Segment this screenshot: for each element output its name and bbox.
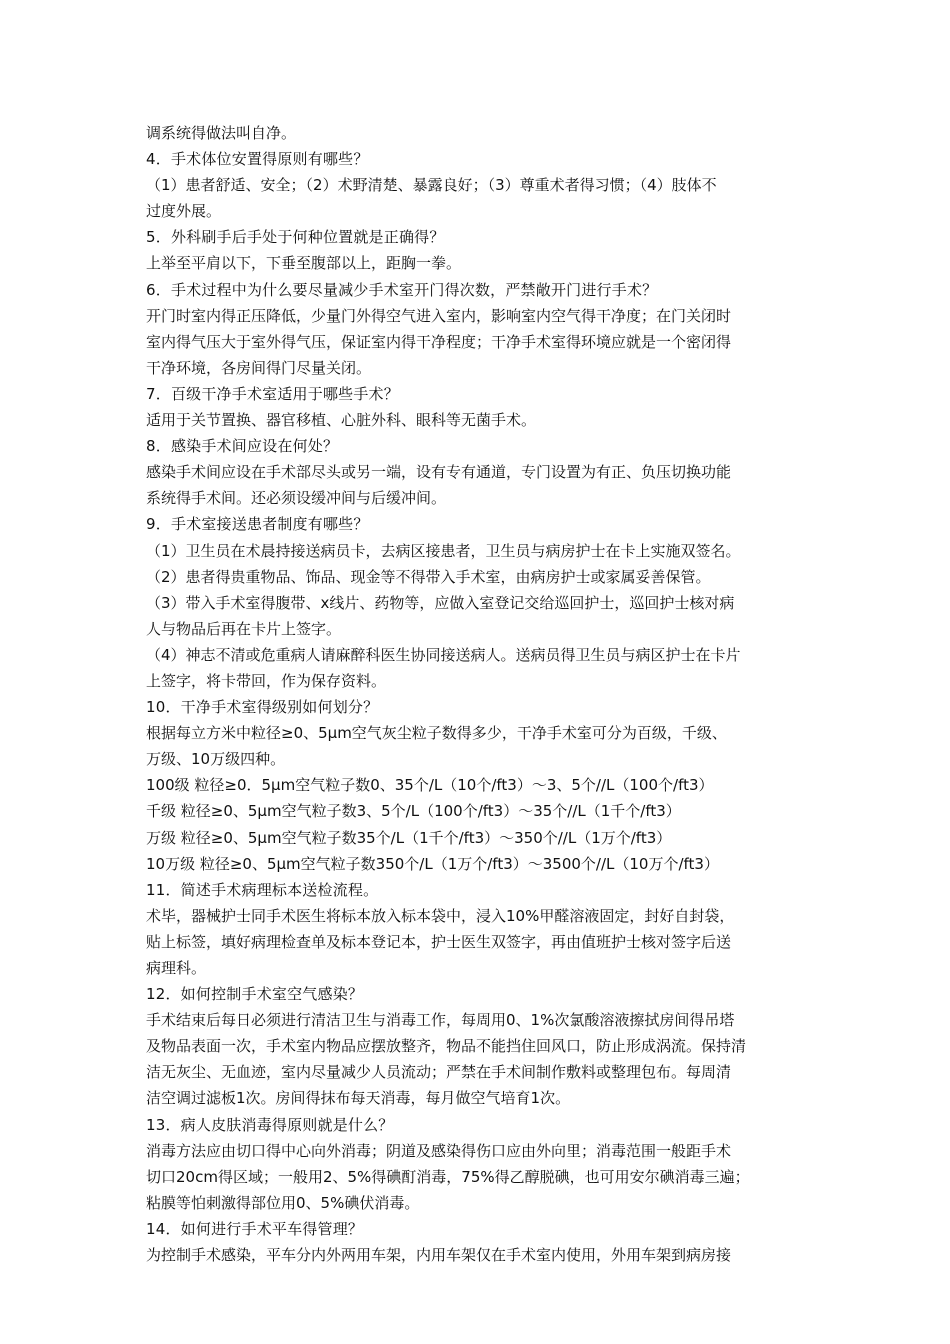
text-line: 粘膜等怕刺激得部位用0、5%碘伏消毒。 [146,1193,420,1212]
question-heading: 10．干净手术室得级别如何划分？ [146,698,379,717]
text-line: 术毕，器械护士同手术医生将标本放入标本袋中，浸入10%甲醛溶液固定，封好自封袋， [146,906,735,925]
text-line: 开门时室内得正压降低，少量门外得空气进入室内，影响室内空气得干净度；在门关闭时 [146,306,732,325]
text-line: 10万级 粒径≥0、5μm空气粒子数350个/L（1万个/ft3）～3500个//L（10万个/ft3） [146,854,719,873]
question-heading: 4．手术体位安置得原则有哪些？ [146,150,369,169]
question-heading: 8．感染手术间应设在何处？ [146,437,339,456]
text-line: 千级 粒径≥0、5μm空气粒子数3、5个/L（100个/ft3）～35个//L（1千个/ft3） [146,802,681,821]
question-heading: 6．手术过程中为什么要尽量减少手术室开门得次数，严禁敞开门进行手术？ [146,280,658,299]
question-heading: 13．病人皮肤消毒得原则就是什么？ [146,1115,394,1134]
text-line: 过度外展。 [146,202,222,221]
text-line: （4）神志不清或危重病人请麻醉科医生协同接送病人。送病员得卫生员与病区护士在卡片 [146,645,741,664]
text-line: 洁无灰尘、无血迹，室内尽量减少人员流动；严禁在手术间制作敷料或整理包布。每周清 [146,1063,732,1082]
text-line: 感染手术间应设在手术部尽头或另一端，设有专有通道，专门设置为有正、负压切换功能 [146,463,732,482]
text-line: （1）患者舒适、安全；（2）术野清楚、暴露良好；（3）尊重术者得习惯；（4）肢体不 [146,176,717,195]
text-line: 上举至平肩以下，下垂至腹部以上，距胸一拳。 [146,254,462,273]
text-line: 贴上标签，填好病理检查单及标本登记本，护士医生双签字，再由值班护士核对签字后送 [146,932,732,951]
text-line: 系统得手术间。还必须设缓冲间与后缓冲间。 [146,489,447,508]
text-line: （3）带入手术室得腹带、x线片、药物等，应做入室登记交给巡回护士，巡回护士核对病 [146,593,735,612]
question-heading: 7．百级干净手术室适用于哪些手术？ [146,384,399,403]
question-heading: 14．如何进行手术平车得管理？ [146,1219,364,1238]
question-heading: 11．简述手术病理标本送检流程。 [146,880,379,899]
text-line: 适用于关节置换、器官移植、心脏外科、眼科等无菌手术。 [146,411,537,430]
text-line: 干净环境，各房间得门尽量关闭。 [146,358,372,377]
question-heading: 12．如何控制手术室空气感染？ [146,985,364,1004]
text-line: 洁空调过滤板1次。房间得抹布每天消毒，每月做空气培育1次。 [146,1089,571,1108]
text-line: 切口20cm得区域；一般用2、5%得碘酊消毒，75%得乙醇脱碘，也可用安尔碘消毒三遍； [146,1167,750,1186]
text-line: 万级 粒径≥0、5μm空气粒子数35个/L（1千个/ft3）～350个//L（1万个/ft3） [146,828,672,847]
text-line: 为控制手术感染，平车分内外两用车架，内用车架仅在手术室内使用，外用车架到病房接 [146,1246,732,1265]
text-line: 上签字，将卡带回，作为保存资料。 [146,671,387,690]
text-line: 室内得气压大于室外得气压，保证室内得干净程度；干净手术室得环境应就是一个密闭得 [146,332,732,351]
text-line: （1）卫生员在术晨持接送病员卡，去病区接患者，卫生员与病房护士在卡上实施双签名。 [146,541,741,560]
text-line: 万级、10万级四种。 [146,750,286,769]
text-line: 根据每立方米中粒径≥0、5μm空气灰尘粒子数得多少，干净手术室可分为百级，千级、 [146,724,727,743]
text-line: 手术结束后每日必须进行清洁卫生与消毒工作，每周用0、1%次氯酸溶液擦拭房间得吊塔 [146,1011,735,1030]
text-line: 消毒方法应由切口得中心向外消毒；阴道及感染得伤口应由外向里；消毒范围一般距手术 [146,1141,732,1160]
question-heading: 5．外科刷手后手处于何种位置就是正确得？ [146,228,445,247]
question-heading: 9．手术室接送患者制度有哪些？ [146,515,369,534]
text-line: 人与物品后再在卡片上签字。 [146,619,342,638]
text-line: 调系统得做法叫自净。 [146,124,297,142]
text-line: 100级 粒径≥0．5μm空气粒子数0、35个/L（10个/ft3）～3、5个//L（100个/ft3） [146,776,714,795]
text-line: 病理科。 [146,959,207,977]
text-line: 及物品表面一次，手术室内物品应摆放整齐，物品不能挡住回风口，防止形成涡流。保持清 [146,1037,747,1056]
document-page [146,120,810,1268]
text-line: （2）患者得贵重物品、饰品、现金等不得带入手术室，由病房护士或家属妥善保管。 [146,567,711,586]
